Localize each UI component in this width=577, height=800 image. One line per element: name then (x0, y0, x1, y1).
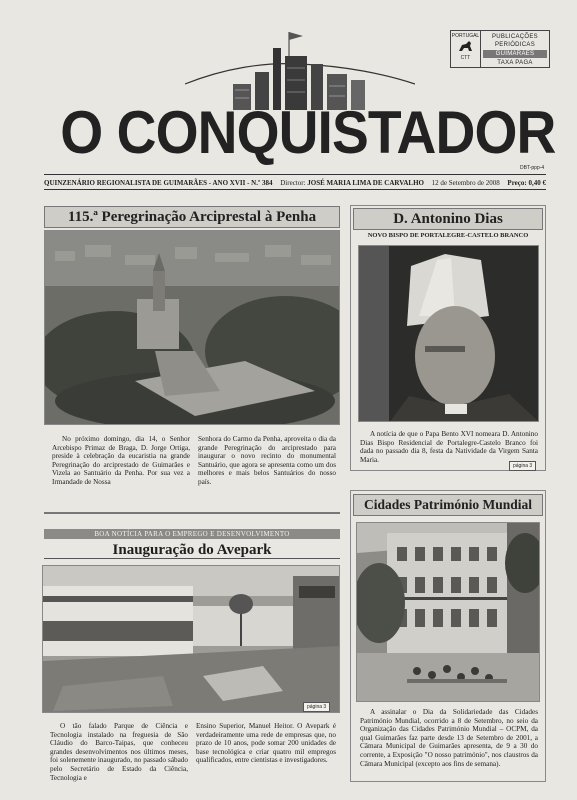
avepark-page-tag: página 3 (303, 702, 330, 712)
penha-text-col2: Senhora do Carmo da Penha, aproveita o dia da grande Peregrinação do arciprestado para inaugurar o novo recinto do monumental Santuário, que agora se apresenta como um dos melhores e mais belos Santuários do nosso país. (198, 435, 336, 486)
guimaraes-square-photo (356, 522, 540, 702)
bispo-portrait-photo (358, 245, 539, 422)
horse-rider-icon (457, 39, 475, 53)
stamp-ctt: CTT (460, 55, 471, 61)
bispo-headline: D. Antonino Dias (353, 208, 543, 230)
stamp-line-2: PERIÓDICAS (494, 42, 535, 48)
avepark-text-col1: O tão falado Parque de Ciência e Tecnologia instalado na freguesia de São Cláudio do Barco-Taipas, que conheceu grandes desenvolvimentos nos últimos meses, foi solenemente inaugurado, no passado sábado pelo Secretário de Estado da Ciência, Tecnologia e (50, 722, 188, 782)
penha-sanctuary-photo (44, 230, 340, 425)
issue-info-bar (44, 174, 546, 190)
newspaper-title: O CONQUISTADOR (60, 99, 556, 166)
section-divider (44, 512, 340, 514)
registration-code: DBT-ppp-4 (520, 165, 545, 171)
cidades-headline: Cidades Património Mundial (353, 494, 543, 516)
issue-price: Preço: 0,40 € (507, 179, 546, 187)
cidades-text: A assinalar o Dia da Solidariedade das Cidades Património Mundial, ocorrido a 8 de Setembro, no seio da Organização das Cidades Património Mundial – OCPM, da qual Guimarães faz parte desde 13 de Setembro de 2001, a Câmara Municipal de Guimarães apresenta, de 9 a 30 do corrente, a Exposição "O nosso património", nos claustros da Câmara Municipal (excepto aos fins de semana). (360, 708, 538, 768)
stamp-line-4: TAXA PAGA (497, 60, 533, 66)
issue-description: QUINZENÁRIO REGIONALISTA DE GUIMARÃES - ANO XVII - N.º 384 (44, 179, 273, 187)
director-name: JOSÉ MARIA LIMA DE CARVALHO (307, 179, 424, 187)
issue-date: 12 de Setembro de 2008 (431, 179, 500, 187)
stamp-line-3: GUIMARÃES (483, 50, 547, 58)
avepark-kicker: BOA NOTÍCIA PARA O EMPREGO E DESENVOLVIMENTO (44, 529, 340, 539)
stamp-line-1: PUBLICAÇÕES (492, 34, 538, 40)
bispo-subtitle: NOVO BISPO DE PORTALEGRE-CASTELO BRANCO (367, 232, 529, 239)
penha-text-col1: No próximo domingo, dia 14, o Senhor Arcebispo Primaz de Braga, D. Jorge Ortiga, preside à celebração da eucaristia na grande Peregrinação do arciprestado de Guimarães e Vizela ao Santuário da Penha. Por sua vez a Irmandade de Nossa (52, 435, 190, 486)
bispo-text: A notícia de que o Papa Bento XVI nomeara D. Antonino Dias Bispo Residencial de Portalegre-Castelo Branco foi dada no passado dia 8, festa da Natividade da Virgem Santa Maria. (360, 430, 538, 464)
avepark-building-photo (42, 565, 340, 713)
avepark-rule (44, 558, 340, 559)
stamp-country: PORTUGAL (451, 33, 480, 39)
castle-skyline-illustration (185, 28, 415, 110)
bispo-page-tag: página 3 (509, 461, 536, 471)
postage-stamp-box (450, 30, 550, 68)
avepark-text-col2: Ensino Superior, Manuel Heitor. O Avepark é verdadeiramente uma rede de empresas que, no prazo de 10 anos, pode somar 200 unidades de base tecnológica e criar quatro mil empregos qualificados, entre cientistas e investigadores. (196, 722, 336, 765)
director-info: Director: JOSÉ MARIA LIMA DE CARVALHO (280, 179, 424, 187)
penha-headline: 115.ª Peregrinação Arciprestal à Penha (44, 206, 340, 228)
avepark-headline: Inauguração do Avepark (112, 542, 272, 558)
